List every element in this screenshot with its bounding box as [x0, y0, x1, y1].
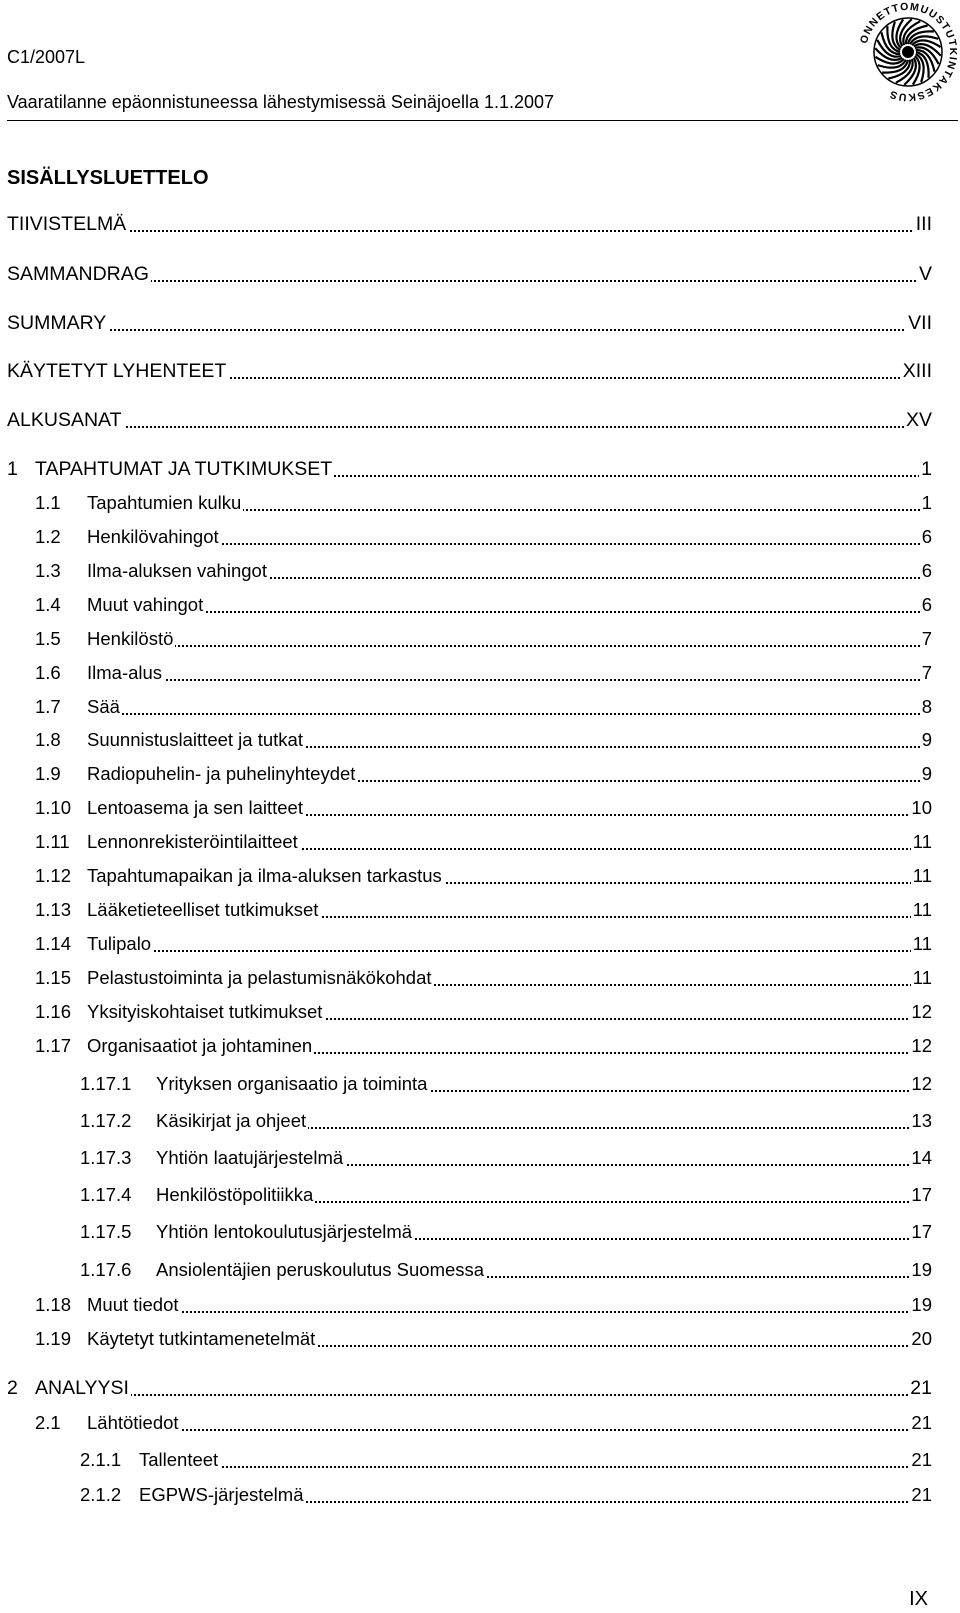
toc-section-title: Henkilövahingot [87, 526, 219, 547]
toc-page-number: 11 [912, 899, 932, 920]
toc-page-number: 12 [911, 1035, 932, 1056]
toc-section-number: 1.2 [35, 526, 61, 547]
toc-section-number: 2.1 [35, 1412, 61, 1433]
toc-section-title: Lähtötiedot [87, 1412, 179, 1433]
toc-leader-dots [87, 679, 932, 681]
toc-section-title: SUMMARY [7, 312, 107, 334]
toc-section-number: 1.5 [35, 628, 61, 649]
toc-entry[interactable] [0, 1376, 960, 1400]
toc-entry[interactable] [0, 359, 960, 383]
toc-page-number: 6 [921, 526, 932, 547]
toc-entry[interactable] [0, 1293, 960, 1317]
toc-page-number: XIII [902, 360, 932, 382]
toc-section-title: Muut tiedot [87, 1294, 179, 1315]
toc-section-title: Yksityiskohtaiset tutkimukset [87, 1001, 323, 1022]
toc-entry[interactable] [0, 796, 960, 820]
document-code: C1/2007L [7, 47, 86, 67]
toc-entry[interactable] [0, 830, 960, 854]
toc-section-title: Yrityksen organisaatio ja toiminta [156, 1073, 428, 1094]
toc-page-number: 17 [911, 1221, 932, 1242]
toc-section-title: Ilma-alus [87, 662, 163, 683]
toc-page-number: 19 [911, 1294, 932, 1315]
toc-entry[interactable] [0, 559, 960, 583]
toc-page-number: 21 [911, 1484, 932, 1505]
toc-heading: SISÄLLYSLUETTELO [7, 167, 209, 189]
toc-page-number: 19 [911, 1259, 932, 1280]
toc-entry[interactable] [0, 1034, 960, 1058]
toc-entry[interactable] [0, 408, 960, 432]
toc-leader-dots [35, 1394, 932, 1396]
toc-section-number: 2.1.1 [80, 1449, 122, 1470]
toc-section-title: Henkilöstöpolitiikka [156, 1184, 314, 1205]
toc-section-number: 1.17.3 [80, 1147, 132, 1168]
toc-page-number: 11 [912, 933, 932, 954]
toc-section-title: Muut vahingot [87, 594, 204, 615]
toc-section-title: Lääketieteelliset tutkimukset [87, 899, 319, 920]
toc-section-number: 1.16 [35, 1001, 72, 1022]
toc-section-number: 1.1 [35, 492, 61, 513]
toc-section-title: Sää [87, 696, 120, 717]
page-number: IX [909, 1588, 928, 1610]
toc-section-title: TIIVISTELMÄ [7, 213, 127, 235]
toc-entry[interactable] [0, 661, 960, 685]
toc-section-title: Tapahtumapaikan ja ilma-aluksen tarkastus [87, 865, 442, 886]
toc-page-number: 7 [921, 662, 932, 683]
toc-section-number: 1.17.6 [80, 1259, 132, 1280]
toc-section-title: Lennonrekisteröintilaitteet [87, 831, 298, 852]
toc-page-number: 12 [911, 1001, 932, 1022]
toc-page-number: 11 [912, 831, 932, 852]
toc-section-title: EGPWS-järjestelmä [139, 1484, 304, 1505]
toc-section-number: 1.17.2 [80, 1110, 132, 1131]
toc-entry[interactable] [0, 898, 960, 922]
toc-page-number: 9 [921, 729, 932, 750]
toc-section-number: 1.11 [35, 831, 70, 852]
toc-entry[interactable] [0, 1109, 960, 1133]
toc-page-number: 17 [911, 1184, 932, 1205]
toc-entry[interactable] [0, 695, 960, 719]
toc-entry[interactable] [0, 212, 960, 236]
toc-page-number: 21 [911, 1412, 932, 1433]
toc-entry[interactable] [0, 1327, 960, 1351]
toc-entry[interactable] [0, 966, 960, 990]
toc-section-number: 1.17.1 [80, 1073, 132, 1094]
toc-section-title: Käytetyt tutkintamenetelmät [87, 1328, 316, 1349]
toc-section-title: Lentoasema ja sen laitteet [87, 797, 303, 818]
toc-page-number: 7 [921, 628, 932, 649]
toc-leader-dots [7, 230, 932, 232]
toc-page-number: 6 [921, 594, 932, 615]
toc-entry[interactable] [0, 1000, 960, 1024]
toc-entry[interactable] [0, 1448, 960, 1472]
toc-section-title: Henkilöstö [87, 628, 174, 649]
toc-leader-dots [87, 645, 932, 647]
toc-leader-dots [87, 713, 932, 715]
toc-section-title: Tulipalo [87, 933, 152, 954]
toc-page-number: 8 [921, 696, 932, 717]
toc-entry[interactable] [0, 457, 960, 481]
toc-entry[interactable] [0, 1258, 960, 1282]
toc-section-title: Organisaatiot ja johtaminen [87, 1035, 313, 1056]
toc-page-number: 21 [911, 1449, 932, 1470]
toc-entry[interactable] [0, 1411, 960, 1435]
toc-section-title: Ansiolentäjien peruskoulutus Suomessa [156, 1259, 485, 1280]
toc-leader-dots [139, 1466, 932, 1468]
toc-leader-dots [87, 611, 932, 613]
toc-section-number: 1.8 [35, 729, 61, 750]
toc-entry[interactable] [0, 864, 960, 888]
toc-section-title: Yhtiön lentokoulutusjärjestelmä [156, 1221, 413, 1242]
toc-section-title: Käsikirjat ja ohjeet [156, 1110, 307, 1131]
toc-entry[interactable] [0, 491, 960, 515]
toc-section-number: 1.17 [35, 1035, 72, 1056]
toc-section-number: 1.14 [35, 933, 72, 954]
toc-section-number: 1.18 [35, 1294, 72, 1315]
toc-section-number: 1.17.4 [80, 1184, 132, 1205]
logo-text: ONNETTOMUUSTUTKINTAKESKUS [857, 0, 960, 104]
toc-section-number: 1.19 [35, 1328, 72, 1349]
toc-page-number: 14 [911, 1147, 932, 1168]
toc-section-number: 1.4 [35, 594, 61, 615]
toc-section-number: 2.1.2 [80, 1484, 122, 1505]
toc-section-number: 1.12 [35, 865, 72, 886]
toc-page-number: 1 [921, 492, 932, 513]
toc-section-title: TAPAHTUMAT JA TUTKIMUKSET [35, 458, 333, 480]
toc-section-number: 1.17.5 [80, 1221, 132, 1242]
toc-section-number: 1.3 [35, 560, 61, 581]
toc-page-number: V [918, 263, 932, 285]
toc-leader-dots [87, 950, 932, 952]
toc-leader-dots [7, 329, 932, 331]
toc-entry[interactable] [0, 1220, 960, 1244]
toc-section-number: 1.9 [35, 763, 61, 784]
toc-entry[interactable] [0, 1146, 960, 1170]
toc-section-number: 2 [7, 1377, 18, 1399]
toc-section-number: 1.6 [35, 662, 61, 683]
toc-leader-dots [87, 1429, 932, 1431]
toc-entry[interactable] [0, 1183, 960, 1207]
toc-page-number: 20 [911, 1328, 932, 1349]
toc-section-title: ALKUSANAT [7, 409, 122, 431]
toc-section-title: Ilma-aluksen vahingot [87, 560, 267, 581]
toc-section-title: Tapahtumien kulku [87, 492, 242, 513]
toc-section-title: KÄYTETYT LYHENTEET [7, 360, 227, 382]
toc-page-number: III [915, 213, 932, 235]
toc-entry[interactable] [0, 525, 960, 549]
toc-page-number: 13 [911, 1110, 932, 1131]
toc-section-title: Yhtiön laatujärjestelmä [156, 1147, 344, 1168]
toc-entry[interactable] [0, 762, 960, 786]
toc-section-number: 1.15 [35, 967, 72, 988]
toc-page-number: 10 [911, 797, 932, 818]
toc-entry[interactable] [0, 262, 960, 286]
document-title: Vaaratilanne epäonnistuneessa lähestymisessä Seinäjoella 1.1.2007 [7, 92, 555, 112]
toc-page-number: 12 [911, 1073, 932, 1094]
toc-section-title: Tallenteet [139, 1449, 219, 1470]
toc-section-title: Suunnistuslaitteet ja tutkat [87, 729, 303, 750]
toc-entry[interactable] [0, 932, 960, 956]
toc-page-number: XV [905, 409, 932, 431]
toc-section-title: Pelastustoiminta ja pelastumisnäkökohdat [87, 967, 432, 988]
toc-leader-dots [87, 1311, 932, 1313]
toc-leader-dots [7, 426, 932, 428]
toc-page-number: 11 [912, 967, 932, 988]
toc-entry[interactable] [0, 627, 960, 651]
toc-page-number: VII [908, 312, 932, 334]
toc-section-title: SAMMANDRAG [7, 263, 149, 285]
toc-section-title: Radiopuhelin- ja puhelinyhteydet [87, 763, 356, 784]
toc-entry[interactable] [0, 311, 960, 335]
toc-section-title: ANALYYSI [35, 1377, 129, 1399]
toc-page-number: 1 [921, 458, 932, 480]
toc-section-number: 1.7 [35, 696, 61, 717]
toc-page-number: 6 [921, 560, 932, 581]
toc-entry[interactable] [0, 1483, 960, 1507]
toc-section-number: 1.10 [35, 797, 72, 818]
toc-entry[interactable] [0, 593, 960, 617]
toc-entry[interactable] [0, 728, 960, 752]
toc-section-number: 1.13 [35, 899, 72, 920]
toc-page-number: 11 [912, 865, 932, 886]
toc-page-number: 21 [910, 1377, 932, 1399]
toc-entry[interactable] [0, 1072, 960, 1096]
toc-page-number: 9 [921, 763, 932, 784]
toc-section-number: 1 [7, 458, 18, 480]
